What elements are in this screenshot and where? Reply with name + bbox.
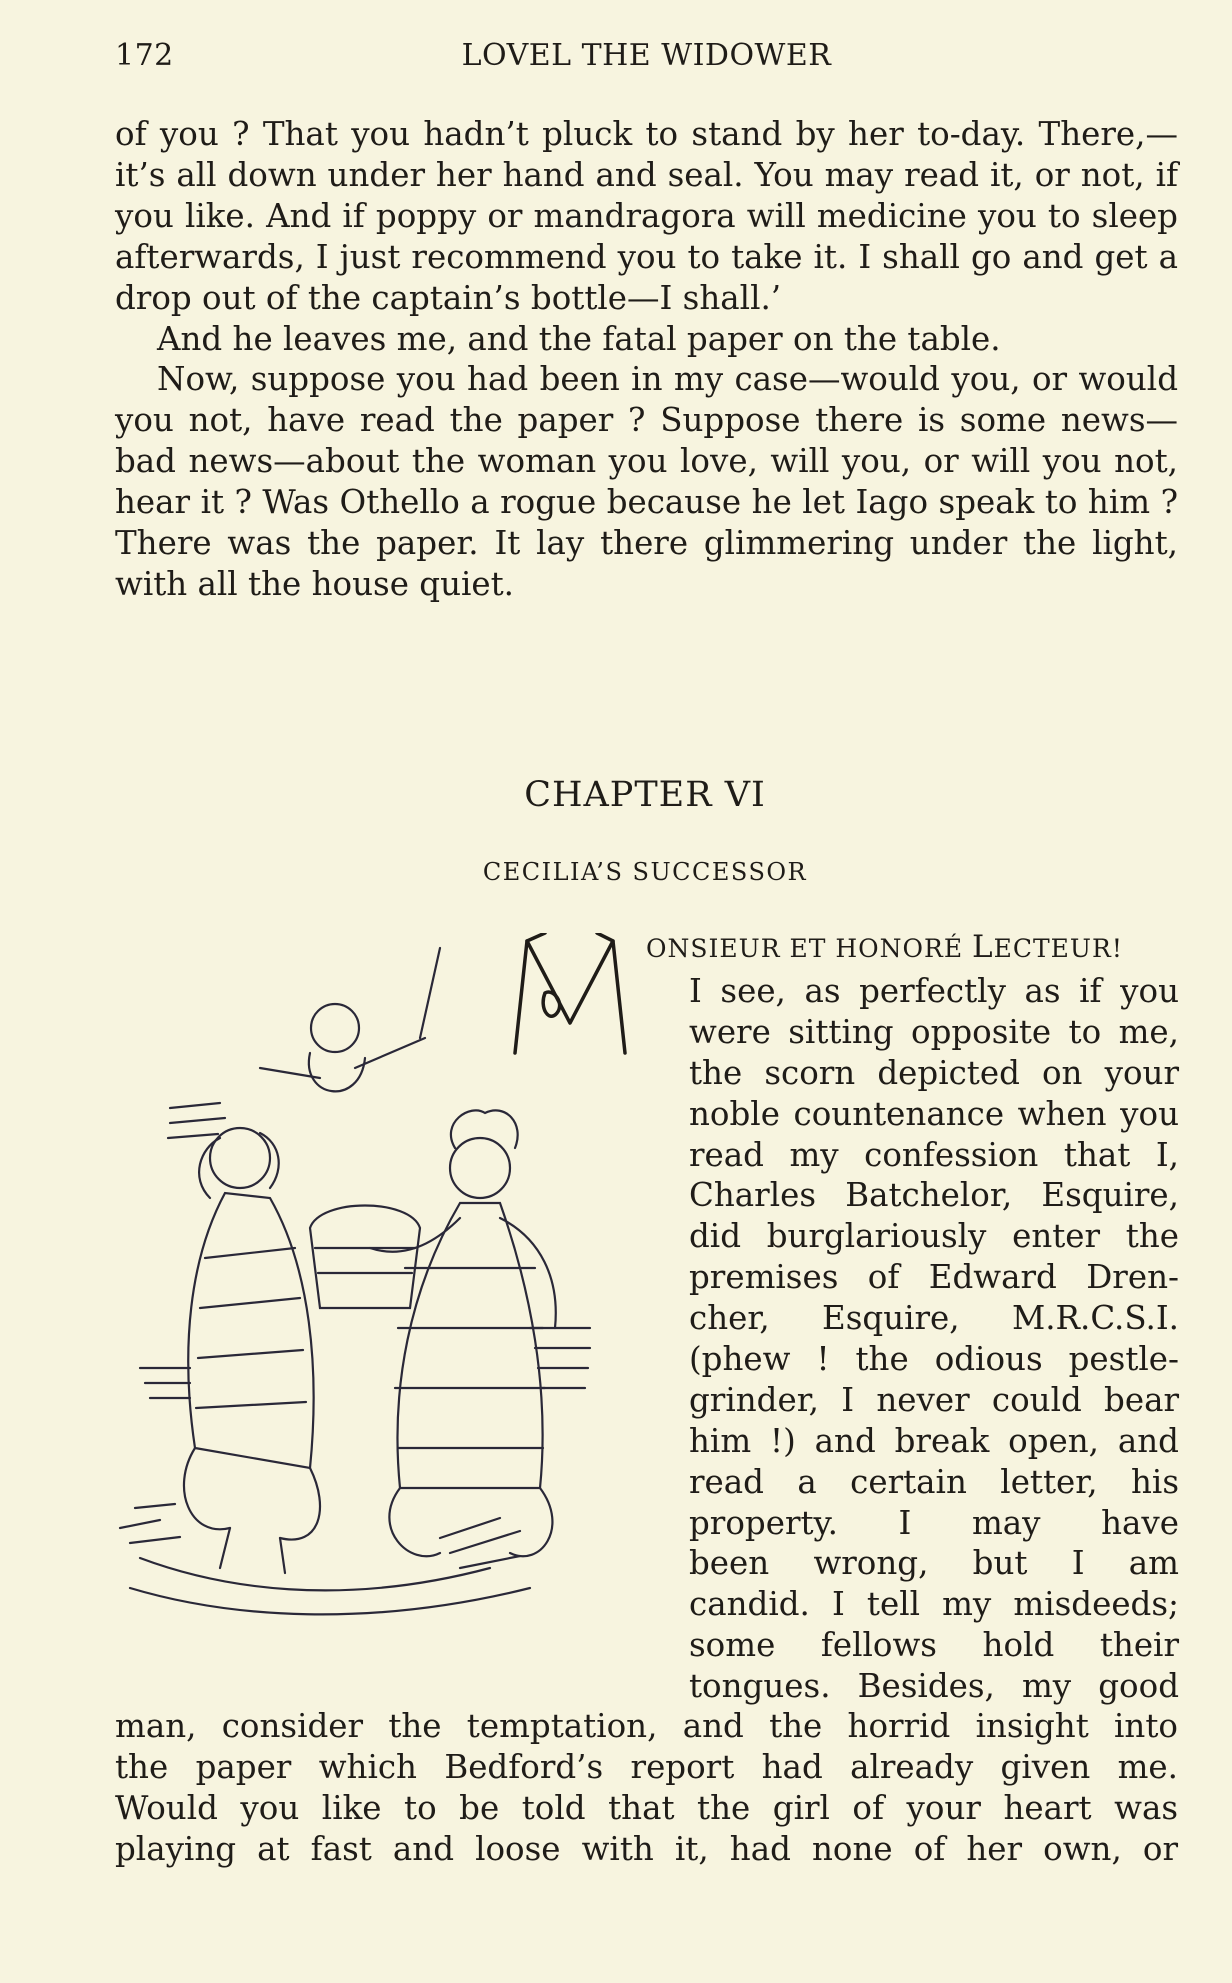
text-line: noble countenance when you xyxy=(689,1094,1179,1133)
opening-line xyxy=(646,929,1123,965)
text-line: grinder, I never could bear xyxy=(689,1380,1179,1419)
wrapped-column xyxy=(689,971,1179,1707)
text-line: read my confession that I, xyxy=(689,1135,1179,1174)
text-line: the scorn depicted on your xyxy=(689,1053,1179,1092)
drop-cap-initial xyxy=(505,933,635,1063)
opening-capital: L xyxy=(972,929,994,965)
chapter-title: CHAPTER VI xyxy=(524,775,766,815)
paragraph: And he leaves me, and the fatal paper on the table. xyxy=(157,319,1001,358)
text-block-bottom xyxy=(115,1706,1178,1870)
text-line: playing at fast and loose with it, had none of her own, or xyxy=(115,1829,1178,1868)
text-line: read a certain letter, his xyxy=(689,1462,1179,1501)
text-line: (phew ! the odious pestle- xyxy=(689,1340,1179,1379)
text-line: property. I may have xyxy=(689,1503,1179,1542)
text-line: some fellows hold their xyxy=(689,1626,1179,1665)
text-line: the paper which Bedford’s report had already given me. xyxy=(115,1747,1178,1786)
text-line: premises of Edward Dren- xyxy=(689,1258,1179,1297)
text-line: Charles Batchelor, Esquire, xyxy=(689,1176,1179,1215)
page-header xyxy=(115,38,1178,78)
text-line: I see, as perfectly as if you xyxy=(689,972,1179,1010)
text-line: were sitting opposite to me, xyxy=(689,1012,1179,1051)
text-line: tongues. Besides, my good xyxy=(689,1667,1179,1706)
text-line: cher, Esquire, M.R.C.S.I. xyxy=(689,1299,1179,1338)
text-block-top xyxy=(115,114,1178,605)
page-number: 172 xyxy=(115,38,174,73)
text-line: been wrong, but I am xyxy=(689,1544,1179,1583)
text-line: him !) and break open, and xyxy=(689,1421,1179,1460)
text-line: candid. I tell my misdeeds; xyxy=(689,1585,1179,1624)
paragraph: Now, suppose you had been in my case—would you, or would you not, have read the paper ? Suppose there is some news—bad news—about the woman you love, will you, or will you not, hear it ? Was Othello a rogue because he let Iago speak to him ? There was the paper. It lay there glimmering under the light, with all the house quiet. xyxy=(115,360,1178,603)
text-line: man, consider the temptation, and the horrid insight into xyxy=(115,1707,1178,1745)
paragraph: of you ? That you hadn’t pluck to stand by her to-day. There,—it’s all down under her hand and seal. You may read it, or not, if you like. And if poppy or mandragora will medicine you to sleep afterwards, I just recommend you to take it. I shall go and get a drop out of the captain’s bottle—I shall.’ xyxy=(115,115,1178,317)
opening-text: ONSIEUR ET HONORÉ xyxy=(646,934,973,963)
chapter-subtitle: CECILIA’S SUCCESSOR xyxy=(482,858,808,886)
opening-text: ECTEUR! xyxy=(993,934,1123,963)
running-title: LOVEL THE WIDOWER xyxy=(461,38,832,73)
text-line: Would you like to be told that the girl of your heart was xyxy=(115,1788,1178,1827)
text-line: did burglariously enter the xyxy=(689,1217,1179,1256)
